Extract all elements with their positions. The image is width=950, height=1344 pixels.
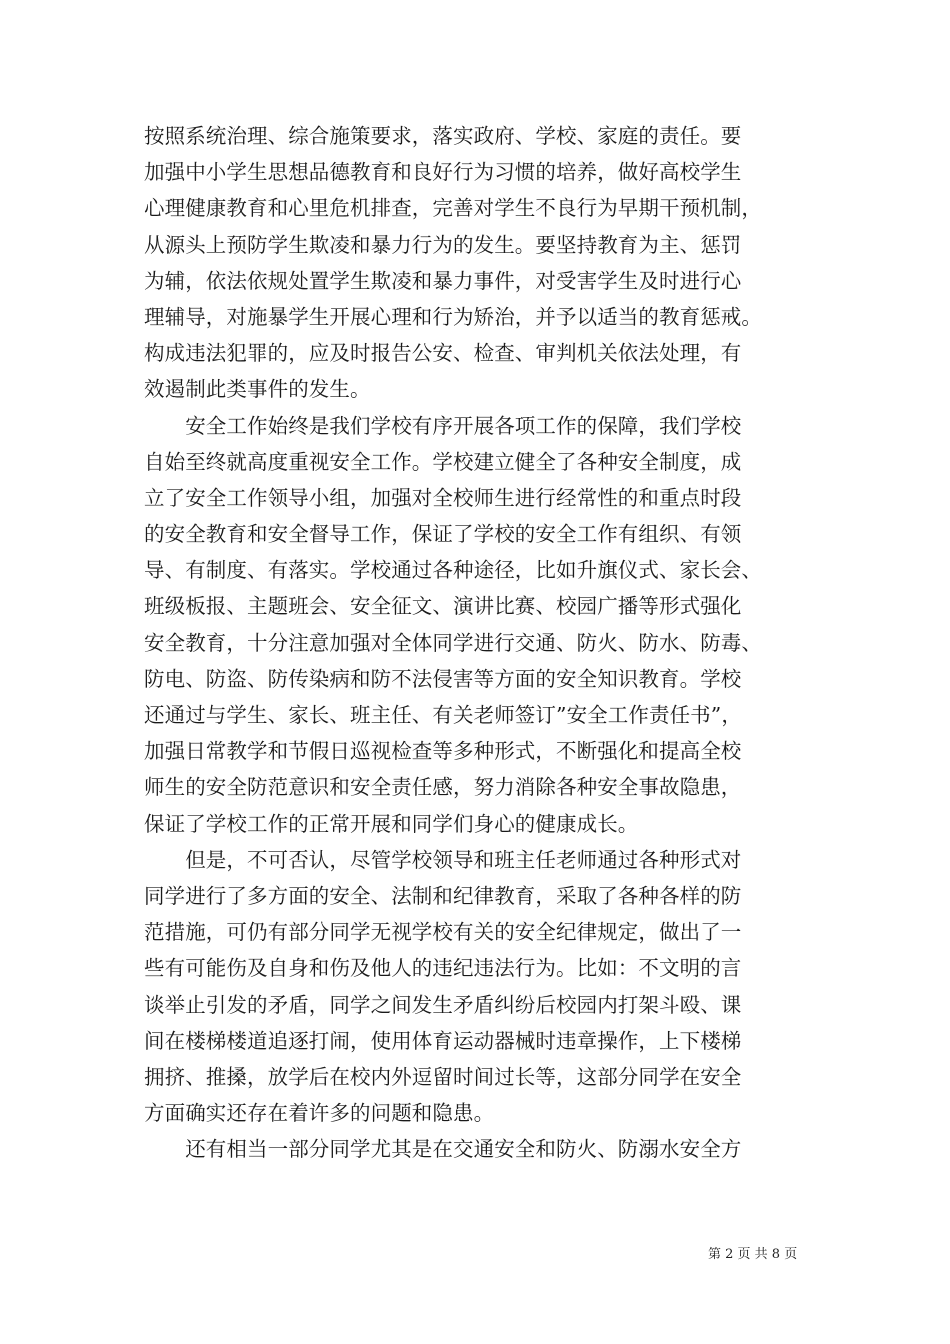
text-line: 安全教育，十分注意加强对全体同学进行交通、防火、防水、防毒、	[144, 630, 762, 655]
text-line: 为辅，依法依规处置学生欺凌和暴力事件，对受害学生及时进行心	[144, 268, 742, 293]
text-line: 按照系统治理、综合施策要求，落实政府、学校、家庭的责任。要	[144, 124, 742, 148]
text-line: 加强中小学生思想品德教育和良好行为习惯的培养，做好高校学生	[144, 160, 742, 185]
text-line: 从源头上预防学生欺凌和暴力行为的发生。要坚持教育为主、惩罚	[144, 232, 742, 257]
text-line: 还通过与学生、家长、班主任、有关老师签订”安全工作责任书”，	[144, 703, 742, 727]
text-line: 导、有制度、有落实。学校通过各种途径，比如升旗仪式、家长会、	[144, 558, 762, 583]
text-line: 构成违法犯罪的，应及时报告公安、检查、审判机关依法处理，有	[144, 341, 742, 366]
body-text	[144, 118, 812, 1167]
text-line: 范措施，可仍有部分同学无视学校有关的安全纪律规定，做出了一	[144, 920, 742, 945]
text-line: 些有可能伤及自身和伤及他人的违纪违法行为。比如：不文明的言	[144, 956, 742, 981]
text-line: 心理健康教育和心里危机排查，完善对学生不良行为早期干预机制，	[144, 196, 762, 221]
text-line: 方面确实还存在着许多的问题和隐患。	[144, 1101, 495, 1126]
text-line: 拥挤、推搡，放学后在校内外逗留时间过长等，这部分同学在安全	[144, 1064, 742, 1089]
text-line: 加强日常教学和节假日巡视检查等多种形式，不断强化和提高全校	[144, 739, 742, 764]
text-line: 间在楼梯楼道追逐打闹，使用体育运动器械时违章操作，上下楼梯	[144, 1028, 742, 1053]
text-line: 防电、防盗、防传染病和防不法侵害等方面的安全知识教育。学校	[144, 666, 742, 691]
text-line: 谈举止引发的矛盾，同学之间发生矛盾纠纷后校园内打架斗殴、课	[144, 992, 742, 1017]
text-line: 立了安全工作领导小组，加强对全校师生进行经常性的和重点时段	[144, 485, 742, 510]
page-number-footer: 第 2 页 共 8 页	[708, 1247, 798, 1262]
text-line: 效遏制此类事件的发生。	[144, 377, 371, 402]
text-line: 师生的安全防范意识和安全责任感，努力消除各种安全事故隐患，	[144, 775, 742, 800]
text-line: 班级板报、主题班会、安全征文、演讲比赛、校园广播等形式强化	[144, 594, 742, 619]
text-line: 但是，不可否认，尽管学校领导和班主任老师通过各种形式对	[144, 847, 742, 872]
text-line: 自始至终就高度重视安全工作。学校建立健全了各种安全制度，成	[144, 449, 742, 474]
text-line: 还有相当一部分同学尤其是在交通安全和防火、防溺水安全方	[144, 1137, 742, 1162]
text-line: 同学进行了多方面的安全、法制和纪律教育，采取了各种各样的防	[144, 883, 742, 908]
text-line: 理辅导，对施暴学生开展心理和行为矫治，并予以适当的教育惩戒。	[144, 304, 762, 329]
text-line: 安全工作始终是我们学校有序开展各项工作的保障，我们学校	[144, 413, 742, 438]
text-line: 保证了学校工作的正常开展和同学们身心的健康成长。	[144, 811, 639, 836]
text-line: 的安全教育和安全督导工作，保证了学校的安全工作有组织、有领	[144, 522, 742, 547]
